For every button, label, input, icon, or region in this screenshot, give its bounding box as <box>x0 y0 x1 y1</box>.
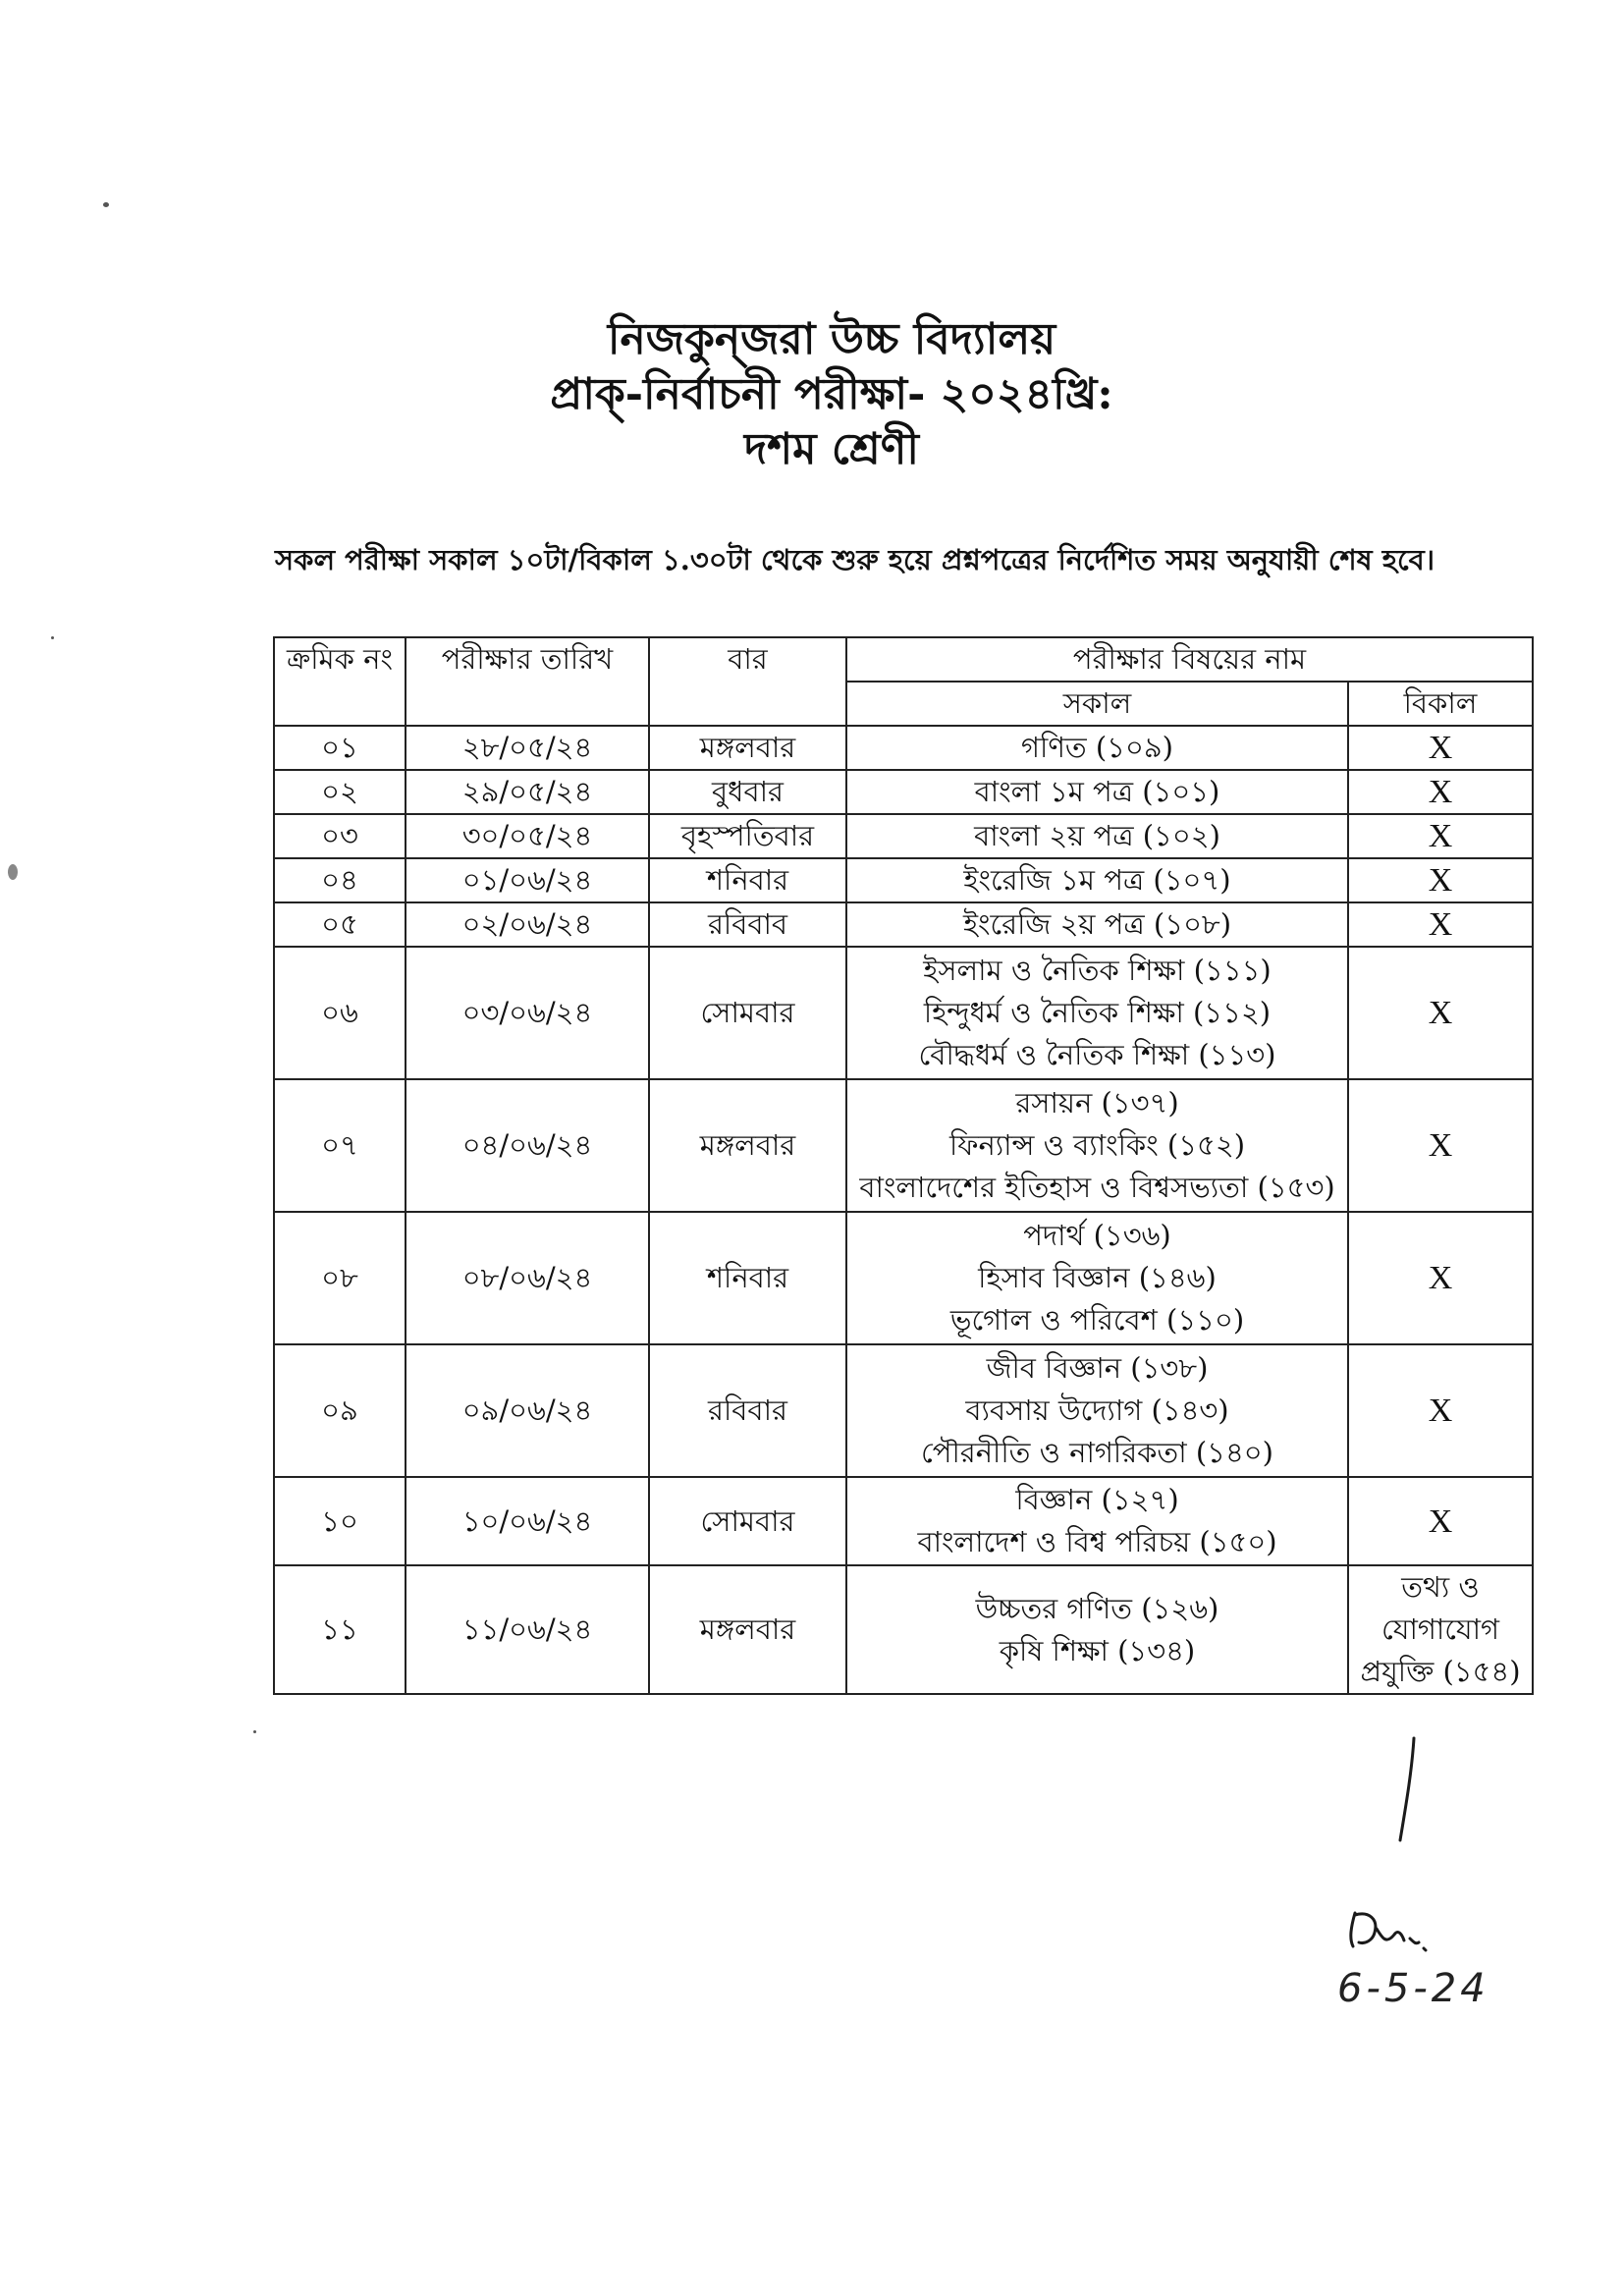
row-serial: ০৬ <box>274 947 406 1079</box>
row-afternoon-subject: X <box>1348 902 1533 947</box>
row-date: ৩০/০৫/২৪ <box>406 814 649 858</box>
day-header: বার <box>649 637 846 726</box>
morning-subject: জীব বিজ্ঞান (১৩৮) <box>986 1351 1209 1385</box>
row-serial: ০৭ <box>274 1079 406 1212</box>
schedule-row <box>274 814 1533 858</box>
school-name: নিজকুন্জরা উচ্চ বিদ্যালয় <box>607 314 1056 364</box>
row-morning-subjects <box>846 858 1348 902</box>
morning-subject: হিসাব বিজ্ঞান (১৪৬) <box>978 1261 1217 1294</box>
row-day: বুধবার <box>649 770 846 814</box>
row-date: ১০/০৬/২৪ <box>406 1477 649 1565</box>
row-afternoon-subject: X <box>1348 947 1533 1079</box>
morning-subject: বাংলা ১ম পত্র (১০১) <box>974 775 1220 808</box>
morning-subject: রসায়ন (১৩৭) <box>1015 1086 1179 1120</box>
scan-speck <box>51 636 54 639</box>
row-day: মঙ্গলবার <box>649 726 846 770</box>
exam-schedule-table <box>273 636 1534 1695</box>
row-morning-subjects <box>846 814 1348 858</box>
schedule-row <box>274 1565 1533 1694</box>
row-morning-subjects <box>846 1565 1348 1694</box>
row-serial: ০৪ <box>274 858 406 902</box>
morning-subject: হিন্দুধর্ম ও নৈতিক শিক্ষা (১১২) <box>923 996 1272 1029</box>
morning-subject: পদার্থ (১৩৬) <box>1023 1219 1171 1252</box>
row-date: ০১/০৬/২৪ <box>406 858 649 902</box>
morning-subject: কৃষি শিক্ষা (১৩৪) <box>999 1633 1196 1667</box>
row-morning-subjects <box>846 902 1348 947</box>
row-date: ১১/০৬/২৪ <box>406 1565 649 1694</box>
schedule-row <box>274 902 1533 947</box>
subject-header: পরীক্ষার বিষয়ের নাম <box>846 637 1533 682</box>
schedule-row <box>274 858 1533 902</box>
morning-subject: ইংরেজি ১ম পত্র (১০৭) <box>963 863 1231 897</box>
row-date: ২৮/০৫/২৪ <box>406 726 649 770</box>
row-afternoon-subject: X <box>1348 770 1533 814</box>
row-morning-subjects <box>846 770 1348 814</box>
row-serial: ০৯ <box>274 1344 406 1477</box>
row-day: মঙ্গলবার <box>649 1565 846 1694</box>
morning-subject: গণিত (১০৯) <box>1021 731 1173 764</box>
row-morning-subjects <box>846 1212 1348 1344</box>
document-header <box>0 312 1624 477</box>
row-day: সোমবার <box>649 1477 846 1565</box>
schedule-row <box>274 1477 1533 1565</box>
row-afternoon-subject: X <box>1348 1477 1533 1565</box>
signature-tick-mark <box>1392 1736 1422 1844</box>
schedule-row <box>274 947 1533 1079</box>
row-day: রবিবার <box>649 1344 846 1477</box>
morning-subject: ফিন্যান্স ও ব্যাংকিং (১৫২) <box>948 1128 1246 1162</box>
row-serial: ০৫ <box>274 902 406 947</box>
morning-subject: বাংলাদেশের ইতিহাস ও বিশ্বসভ্যতা (১৫৩) <box>859 1171 1335 1204</box>
schedule-row <box>274 1079 1533 1212</box>
row-serial: ০২ <box>274 770 406 814</box>
morning-subject: বৌদ্ধধর্ম ও নৈতিক শিক্ষা (১১৩) <box>918 1038 1276 1071</box>
class-name: দশম শ্রেণী <box>744 424 919 474</box>
row-afternoon-subject: X <box>1348 1079 1533 1212</box>
row-day: রবিবাব <box>649 902 846 947</box>
scan-speck <box>8 864 18 880</box>
row-morning-subjects <box>846 1079 1348 1212</box>
date-header: পরীক্ষার তারিখ <box>406 637 649 726</box>
row-afternoon-subject: X <box>1348 726 1533 770</box>
morning-subject: ব্যবসায় উদ্যোগ (১৪৩) <box>965 1393 1229 1427</box>
row-date: ০৯/০৬/২৪ <box>406 1344 649 1477</box>
row-date: ০২/০৬/২৪ <box>406 902 649 947</box>
row-day: শনিবার <box>649 858 846 902</box>
schedule-row <box>274 1344 1533 1477</box>
row-serial: ১০ <box>274 1477 406 1565</box>
row-date: ০৮/০৬/২৪ <box>406 1212 649 1344</box>
schedule-row <box>274 770 1533 814</box>
scan-speck <box>103 202 109 207</box>
morning-subject: পৌরনীতি ও নাগরিকতা (১৪০) <box>921 1436 1273 1469</box>
row-serial: ০৮ <box>274 1212 406 1344</box>
morning-subject: ইংরেজি ২য় পত্র (১০৮) <box>962 907 1232 941</box>
row-afternoon-subject: X <box>1348 814 1533 858</box>
row-morning-subjects <box>846 1477 1348 1565</box>
afternoon-header: বিকাল <box>1348 682 1533 726</box>
row-morning-subjects <box>846 1344 1348 1477</box>
schedule-body <box>274 726 1533 1694</box>
morning-subject: বিজ্ঞান (১২৭) <box>1015 1483 1179 1516</box>
schedule-row <box>274 1212 1533 1344</box>
row-morning-subjects <box>846 947 1348 1079</box>
row-serial: ০১ <box>274 726 406 770</box>
exam-time-notice: সকল পরীক্ষা সকাল ১০টা/বিকাল ১.৩০টা থেকে শুরু হয়ে প্রশ্নপত্রের নির্দেশিত সময় অনুযায়ী শেষ হবে। <box>275 543 1435 576</box>
morning-subject: ইসলাম ও নৈতিক শিক্ষা (১১১) <box>923 954 1272 987</box>
morning-subject: বাংলাদেশ ও বিশ্ব পরিচয় (১৫০) <box>917 1525 1277 1558</box>
row-morning-subjects <box>846 726 1348 770</box>
row-serial: ০৩ <box>274 814 406 858</box>
row-serial: ১১ <box>274 1565 406 1694</box>
row-day: মঙ্গলবার <box>649 1079 846 1212</box>
row-afternoon-subject: X <box>1348 1344 1533 1477</box>
row-date: ০৪/০৬/২৪ <box>406 1079 649 1212</box>
row-date: ২৯/০৫/২৪ <box>406 770 649 814</box>
row-day: শনিবার <box>649 1212 846 1344</box>
row-afternoon-subject: X <box>1348 858 1533 902</box>
schedule-row <box>274 726 1533 770</box>
row-day: সোমবার <box>649 947 846 1079</box>
signature-date: 6-5-24 <box>1337 1966 1489 2011</box>
exam-title: প্রাক্-নির্বাচনী পরীক্ষা- ২০২৪খ্রি: <box>550 369 1113 419</box>
morning-subject: বাংলা ২য় পত্র (১০২) <box>974 819 1220 852</box>
row-date: ০৩/০৬/২৪ <box>406 947 649 1079</box>
row-day: বৃহস্পতিবার <box>649 814 846 858</box>
row-afternoon-subject: X <box>1348 1212 1533 1344</box>
morning-header: সকাল <box>846 682 1348 726</box>
morning-subject: ভূগোল ও পরিবেশ (১১০) <box>949 1303 1245 1337</box>
serial-header: ক্রমিক নং <box>274 637 406 726</box>
row-afternoon-subject: তথ্য ও যোগাযোগ প্রযুক্তি (১৫৪) <box>1348 1565 1533 1694</box>
scan-speck <box>253 1730 256 1733</box>
morning-subject: উচ্চতর গণিত (১২৬) <box>975 1591 1219 1625</box>
